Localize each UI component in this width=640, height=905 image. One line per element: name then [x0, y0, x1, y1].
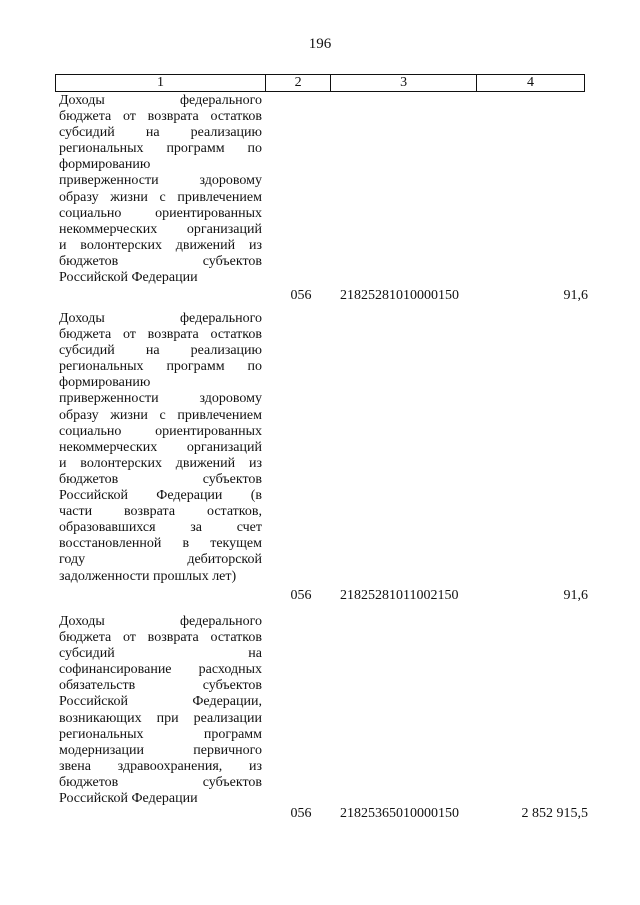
description-line: бюджетов субъектов [59, 774, 262, 790]
table-row [0, 93, 640, 304]
description-line: региональных программ по [59, 359, 262, 375]
description-line: субсидий на реализацию [59, 343, 262, 359]
admin-code: 056 [290, 806, 312, 821]
description-line: звена здравоохранения, из [59, 758, 262, 774]
description-line: бюджета от возврата остатков [59, 327, 262, 343]
description-line: и волонтерских движений из [59, 237, 262, 253]
description-line: обязательств субъектов [59, 678, 262, 694]
table-row [0, 614, 640, 822]
description-line: приверженности здоровому [59, 173, 262, 189]
description-line: региональных программ по [59, 141, 262, 157]
column-header-4: 4 [476, 75, 584, 92]
description-line: формированию [59, 157, 151, 173]
description-line: некоммерческих организаций [59, 221, 262, 237]
description-line: возникающих при реализации [59, 710, 262, 726]
description-line: бюджета от возврата остатков [59, 630, 262, 646]
admin-code: 056 [290, 588, 312, 603]
amount: 2 852 915,5 [521, 806, 588, 821]
description-line: Российской Федерации [59, 791, 198, 807]
description-line: софинансирование расходных [59, 662, 262, 678]
description-line: образу жизни с привлечением [59, 407, 262, 423]
description-line: бюджета от возврата остатков [59, 109, 262, 125]
description-line: модернизации первичного [59, 742, 262, 758]
column-header-row [56, 75, 585, 92]
description-line: бюджетов субъектов [59, 253, 262, 269]
description-line: бюджетов субъектов [59, 471, 262, 487]
column-header-3: 3 [331, 75, 477, 92]
description-line: социально ориентированных [59, 205, 262, 221]
budget-classification-code: 21825281010000150 [340, 288, 459, 303]
description-line: субсидий на [59, 646, 262, 662]
description-line: и волонтерских движений из [59, 455, 262, 471]
description-line: Российской Федерации (в [59, 488, 262, 504]
amount: 91,6 [563, 288, 588, 303]
description-line: субсидий на реализацию [59, 125, 262, 141]
description-line: восстановленной в текущем [59, 536, 262, 552]
table-row [0, 311, 640, 604]
description-line: части возврата остатков, [59, 504, 262, 520]
description-line: образу жизни с привлечением [59, 189, 262, 205]
column-header-table [55, 74, 585, 92]
description-line: Доходы федерального [59, 311, 262, 326]
description-line: Российской Федерации, [59, 694, 262, 710]
description-line: приверженности здоровому [59, 391, 262, 407]
description-line: задолженности прошлых лет) [59, 568, 237, 584]
budget-classification-code: 21825281011002150 [340, 588, 459, 603]
admin-code: 056 [290, 288, 312, 303]
page-number: 196 [308, 36, 332, 52]
column-header-2: 2 [265, 75, 330, 92]
row-description [59, 614, 262, 807]
description-line: некоммерческих организаций [59, 439, 262, 455]
row-description [59, 311, 262, 585]
description-line: формированию [59, 375, 151, 391]
column-header-1: 1 [56, 75, 266, 92]
description-line: образовавшихся за счет [59, 520, 262, 536]
description-line: региональных программ [59, 726, 262, 742]
amount: 91,6 [563, 588, 588, 603]
description-line: Доходы федерального [59, 93, 262, 108]
description-line: Российской Федерации [59, 270, 198, 286]
description-line: социально ориентированных [59, 423, 262, 439]
row-description [59, 93, 262, 286]
description-line: Доходы федерального [59, 614, 262, 629]
budget-classification-code: 21825365010000150 [340, 806, 459, 821]
description-line: году дебиторской [59, 552, 262, 568]
